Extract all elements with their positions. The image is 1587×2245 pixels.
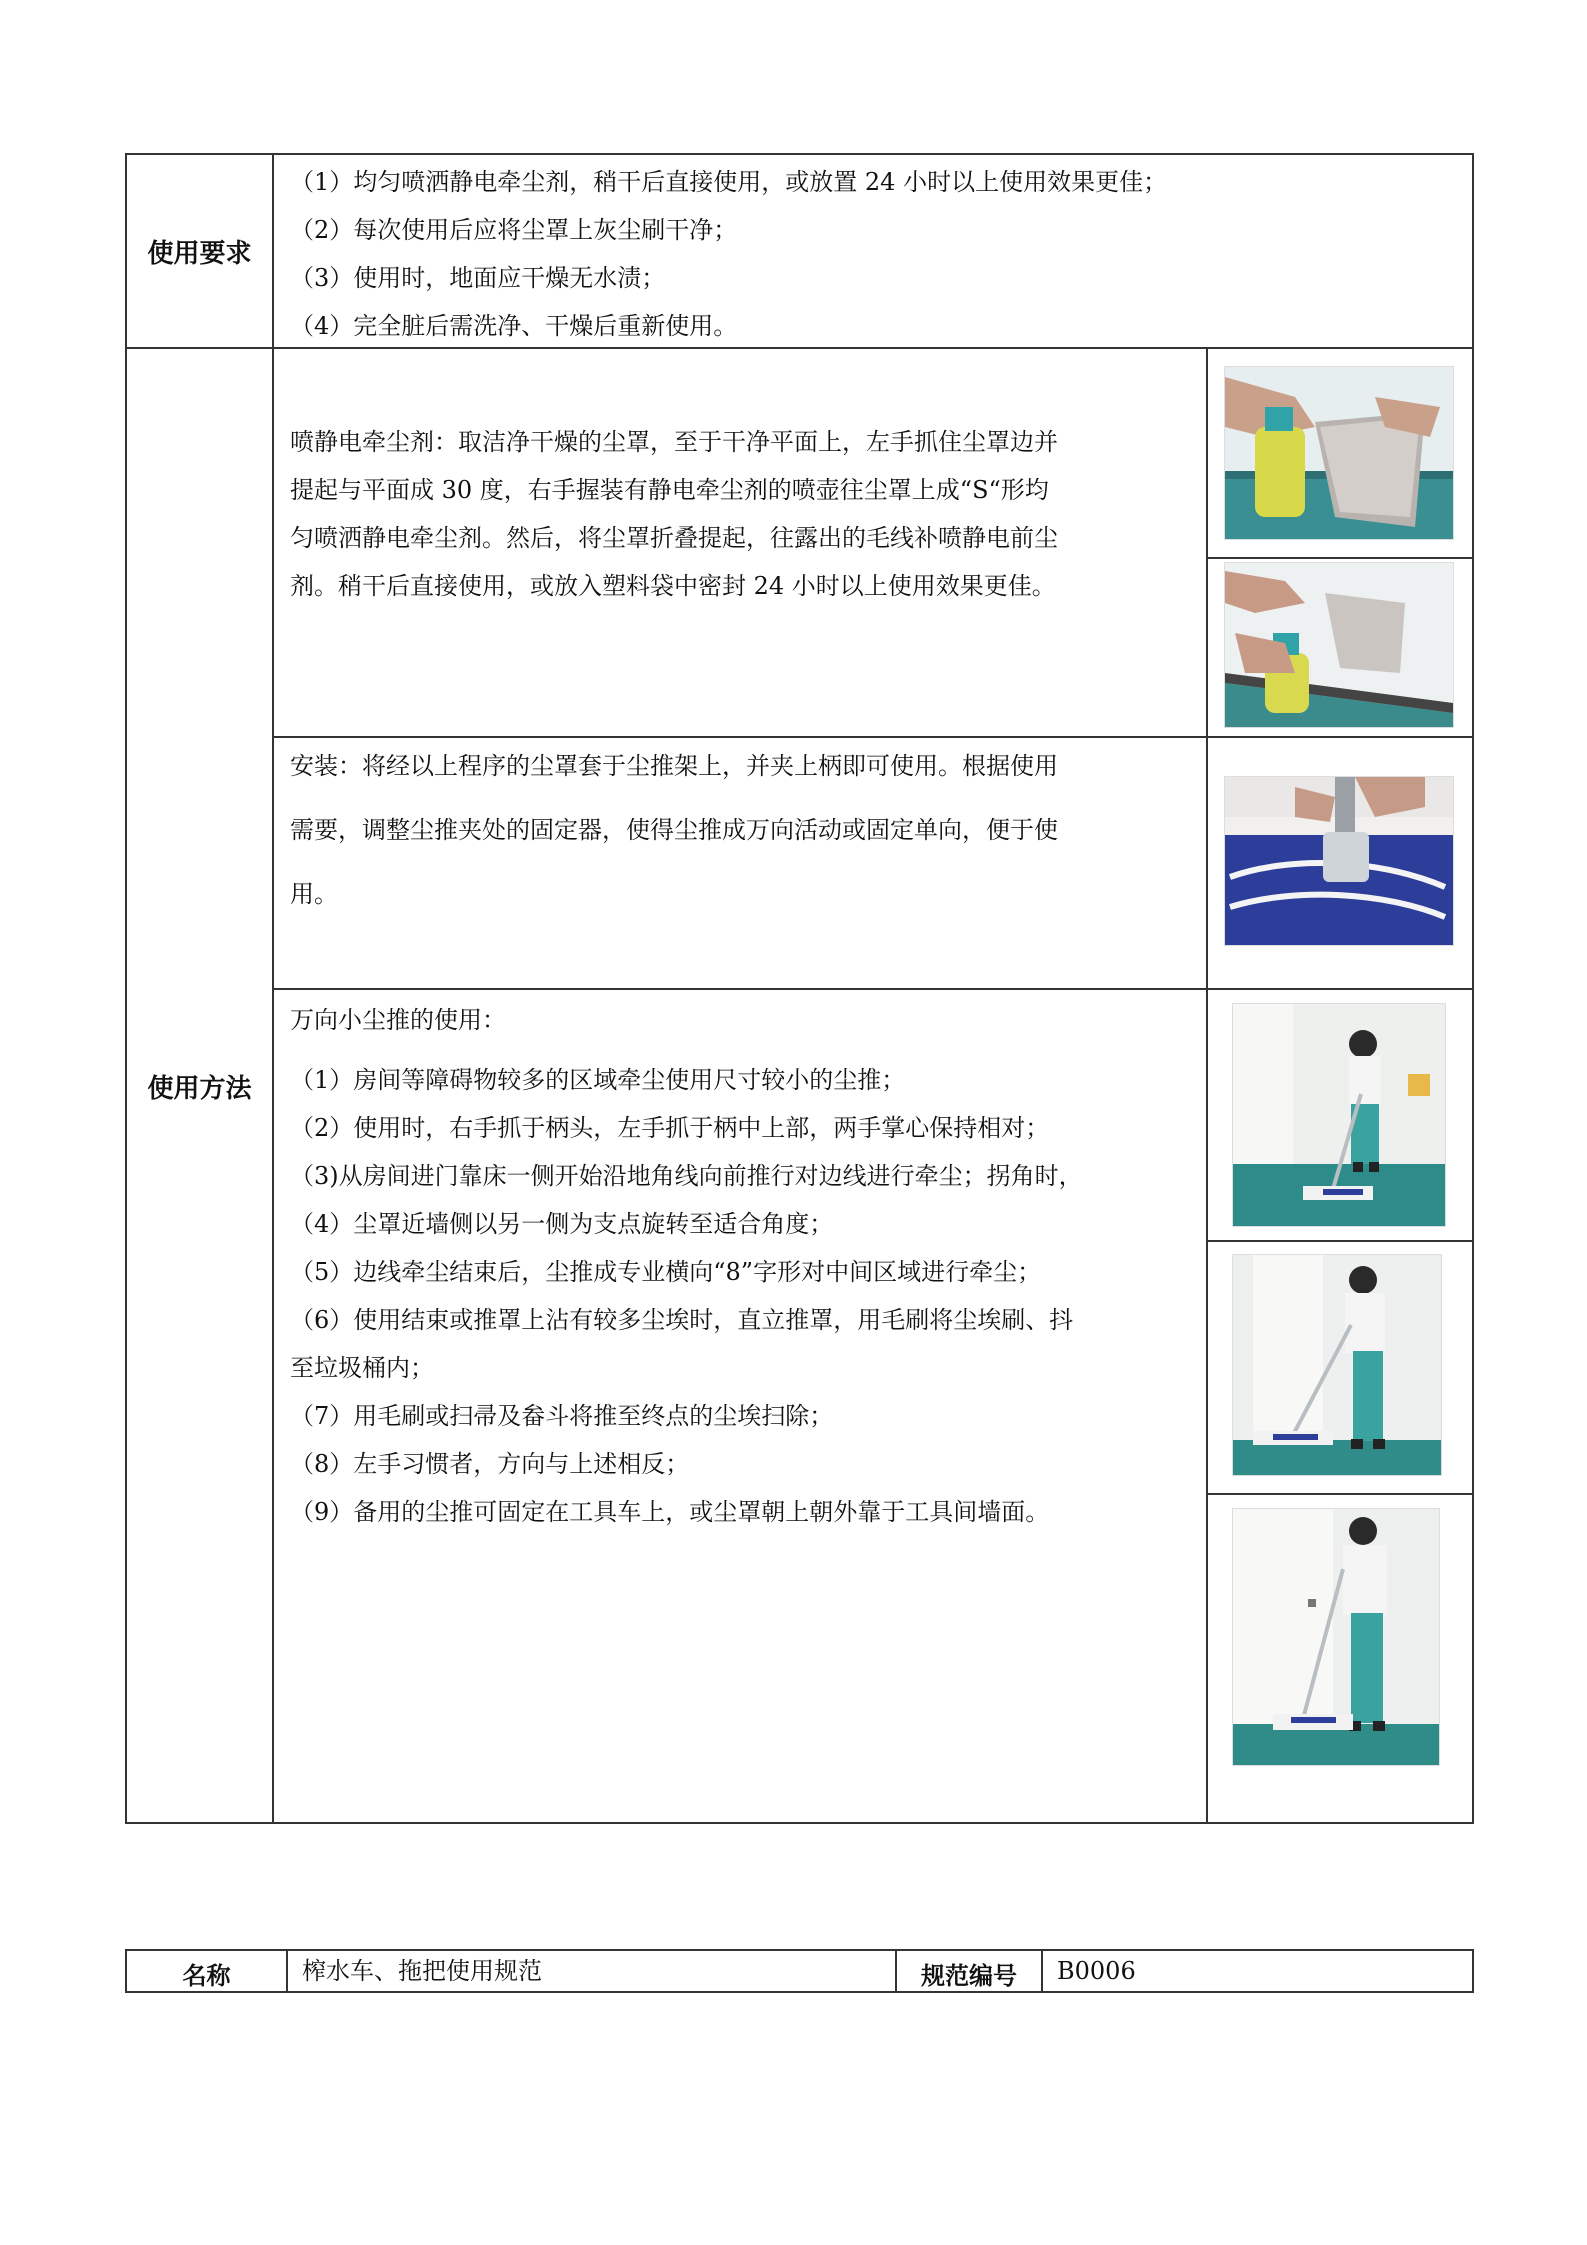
install-photo (1224, 776, 1454, 946)
universal-item: （5）边线牵尘结束后，尘推成专业横向“8”字形对中间区域进行牵尘； (290, 1258, 1042, 1286)
spray-line: 提起与平面成 30 度，右手握装有静电牵尘剂的喷壶往尘罩上成“S“形均 (290, 476, 1049, 504)
spray-line: 匀喷洒静电牵尘剂。然后，将尘罩折叠提起，往露出的毛线补喷静电前尘 (290, 524, 1058, 552)
spray-line: 喷静电牵尘剂：取洁净干燥的尘罩，至于干净平面上，左手抓住尘罩边并 (290, 428, 1058, 456)
requirements-label: 使用要求 (147, 239, 252, 269)
spray-photo (1224, 366, 1454, 540)
mop-corner-photo (1232, 1254, 1442, 1476)
requirement-item: （3）使用时，地面应干燥无水渍； (290, 264, 666, 292)
footer-code-value: B0006 (1057, 1957, 1136, 1985)
universal-item: （4）尘罩近墙侧以另一侧为支点旋转至适合角度； (290, 1210, 834, 1238)
universal-title: 万向小尘推的使用： (290, 1006, 506, 1034)
spray-line: 剂。稍干后直接使用，或放入塑料袋中密封 24 小时以上使用效果更佳。 (290, 572, 1056, 600)
universal-item: （2）使用时，右手抓于柄头，左手抓于柄中上部，两手掌心保持相对； (290, 1114, 1050, 1142)
install-line: 安装：将经以上程序的尘罩套于尘推架上，并夹上柄即可使用。根据使用 (290, 752, 1058, 780)
universal-item: （1）房间等障碍物较多的区域牵尘使用尺寸较小的尘推； (290, 1066, 906, 1094)
footer-name-label: 名称 (182, 1962, 231, 1990)
mop-door-photo (1232, 1508, 1440, 1766)
universal-item: （3)从房间进门靠床一侧开始沿地角线向前推行对边线进行牵尘；拐角时， (290, 1162, 1083, 1190)
universal-item: （7）用毛刷或扫帚及畚斗将推至终点的尘埃扫除； (290, 1402, 834, 1430)
fold-photo (1224, 562, 1454, 728)
method-label: 使用方法 (147, 1074, 252, 1104)
mop-along-wall-photo (1232, 1003, 1446, 1227)
universal-item: 至垃圾桶内； (290, 1354, 434, 1382)
footer-name-value: 榨水车、拖把使用规范 (302, 1957, 542, 1985)
requirement-item: （4）完全脏后需洗净、干燥后重新使用。 (290, 312, 738, 340)
universal-item: （6）使用结束或推罩上沾有较多尘埃时，直立推罩，用毛刷将尘埃刷、抖 (290, 1306, 1074, 1334)
footer-code-label: 规范编号 (921, 1962, 1017, 1990)
universal-item: （9）备用的尘推可固定在工具车上，或尘罩朝上朝外靠于工具间墙面。 (290, 1498, 1050, 1526)
universal-item: （8）左手习惯者，方向与上述相反； (290, 1450, 690, 1478)
install-line: 需要，调整尘推夹处的固定器，使得尘推成万向活动或固定单向，便于使 (290, 816, 1058, 844)
requirement-item: （2）每次使用后应将尘罩上灰尘刷干净； (290, 216, 738, 244)
requirement-item: （1）均匀喷洒静电牵尘剂，稍干后直接使用，或放置 24 小时以上使用效果更佳； (290, 168, 1168, 196)
install-line: 用。 (290, 880, 338, 908)
